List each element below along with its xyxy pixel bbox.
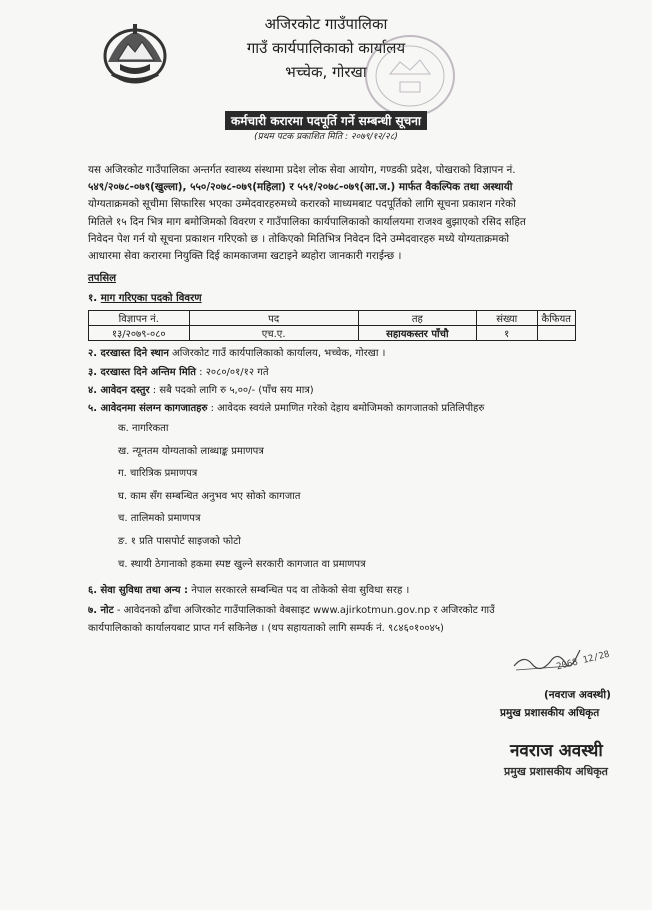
- body-line: आधारमा सेवा करारमा नियुक्ति दिई कामकाजमा खटाइने ब्यहोरा जानकारी गराईन्छ ।: [88, 250, 402, 263]
- item-1-number: १.: [88, 293, 98, 304]
- body-line: ५४९/२०७८-०७९(खुल्ला), ५५०/२०७८-०७९(महिला) र ५५१/२०७८-०७९(आ.ज.) मार्फत वैकल्पिक तथा अस्थायी: [88, 181, 513, 194]
- cell-level: सहायकस्तर पाँचौ: [358, 326, 476, 341]
- body-line: यस अजिरकोट गाउँपालिका अन्तर्गत स्वास्थ्य संस्थामा प्रदेश लोक सेवा आयोग, गण्डकी प्रदेश, पोखराको विज्ञापन नं.: [88, 164, 516, 176]
- item-7-text: - आवेदनको ढाँचा अजिरकोट गाउँपालिकाको वेबसाइट www.ajirkotmun.gov.np र अजिरकोट गाउँ: [113, 605, 495, 616]
- list-item: क. नागरिकता: [118, 423, 169, 434]
- item-4-label: ४. आवेदन दस्तुर: [88, 385, 150, 396]
- item-5-label: ५. आवेदनमा संलग्न कागजातहरु: [88, 403, 208, 414]
- col-header: कैफियत: [537, 311, 575, 326]
- cell-ad-number: १३/२०७९-०८०: [89, 326, 190, 341]
- item-7-continued: कार्यपालिकाको कार्यालयबाट प्राप्त गर्न सकिनेछ । (थप सहायताको लागि सम्पर्क नं. ९८४६०१००४५): [88, 623, 444, 634]
- list-item: च. तालिमको प्रमाणपत्र: [118, 513, 201, 525]
- body-line: निवेदन पेश गर्न यो सूचना प्रकाशन गरिएको छ । तोकिएको मितिभित्र निवेदन दिने उम्मेदवारहरु मध्ये योग्यताक्रमको: [88, 232, 510, 245]
- item-3-label: ३. दरखास्त दिने अन्तिम मिति: [88, 367, 196, 378]
- col-header: संख्या: [476, 311, 537, 326]
- item-6: [88, 582, 409, 596]
- list-item: ङ. १ प्रति पासपोर्ट साइजको फोटो: [118, 535, 241, 547]
- item-6-label: ६. सेवा सुविधा तथा अन्य :: [88, 585, 189, 596]
- item-4: [88, 382, 314, 396]
- posts-table: [88, 310, 576, 341]
- item-5-value: : आवेदक स्वयंले प्रमाणित गरेको देहाय बमोजिमको कागजातको प्रतिलिपीहरु: [207, 403, 485, 414]
- list-item: ग. चारित्रिक प्रमाणपत्र: [118, 468, 198, 480]
- body-line: मितिले १५ दिन भित्र माग बमोजिमको विवरण र गाउँपालिका कार्यपालिकाको कार्यालयमा राजश्व बुझाएको रसिद सहित: [88, 215, 526, 228]
- col-header: विज्ञापन नं.: [89, 311, 190, 326]
- schedule-heading: तपसिल: [88, 273, 117, 284]
- notice-body: [88, 162, 556, 265]
- list-item: ख. न्यूनतम योग्यताको लाब्धाङ्क प्रमाणपत्र: [118, 445, 264, 457]
- signature-date: 2068 12/28: [555, 649, 611, 673]
- col-header: पद: [189, 311, 358, 326]
- item-3-value: : २०८०/०१/१२ गते: [196, 367, 269, 378]
- municipality-name: अजिरकोट गाउँपालिका: [264, 15, 388, 33]
- item-2-value: अजिरकोट गाउँ कार्यपालिकाको कार्यालय, भच्चेक, गोरखा ।: [168, 348, 386, 359]
- item-2: [88, 345, 385, 359]
- cell-post: एच.ए.: [189, 326, 358, 341]
- office-address: भच्चेक, गोरखा: [285, 63, 367, 81]
- list-item: घ. काम सँग सम्बन्धित अनुभव भए सोको कागजात: [118, 490, 301, 502]
- item-6-value: नेपाल सरकारले सम्बन्धित पद वा तोकेको सेवा सुविधा सरह ।: [188, 585, 410, 596]
- item-3: [88, 364, 269, 378]
- table-header-row: [89, 311, 576, 326]
- item-4-value: : सबै पदको लागि रु ५,००/- (पाँच सय मात्र): [149, 385, 314, 396]
- notice-title: कर्मचारी करारमा पदपूर्ति गर्ने सम्बन्धी सूचना: [225, 111, 427, 130]
- document-list: [118, 418, 366, 576]
- item-5: [88, 400, 484, 414]
- signatory-designation: प्रमुख प्रशासकीय अधिकृत: [500, 707, 600, 719]
- publication-date: (प्रथम पटक प्रकाशित मिति : २०७९/१२/२८): [254, 132, 398, 142]
- office-seal-icon: [360, 30, 460, 122]
- item-7: [88, 602, 568, 616]
- table-row: [89, 326, 576, 341]
- office-name: गाउँ कार्यपालिकाको कार्यालय: [246, 39, 406, 57]
- stamp-name: नवराज अवस्थी: [510, 741, 603, 761]
- body-line: योग्यताक्रमको सूचीमा सिफारिस भएका उम्मेदवारहरुमध्ये करारको माध्यमबाट पदपूर्तिको लागि सूचना प्रकाशन गरेको: [88, 198, 516, 211]
- cell-remarks: [537, 326, 575, 341]
- item-1-label: माग गरिएका पदको विवरण: [100, 293, 202, 304]
- item-7-label: ७. नोट: [88, 605, 114, 616]
- item-1: [88, 290, 202, 304]
- cell-count: १: [476, 326, 537, 341]
- col-header: तह: [358, 311, 476, 326]
- signatory-name: (नवराज अवस्थी): [544, 689, 611, 701]
- stamp-designation: प्रमुख प्रशासकीय अधिकृत: [504, 765, 608, 778]
- item-2-label: २. दरखास्त दिने स्थान: [88, 348, 169, 359]
- list-item: च. स्थायी ठेगानाको हकमा स्पष्ट खुल्ने सरकारी कागजात वा प्रमाणपत्र: [118, 558, 366, 570]
